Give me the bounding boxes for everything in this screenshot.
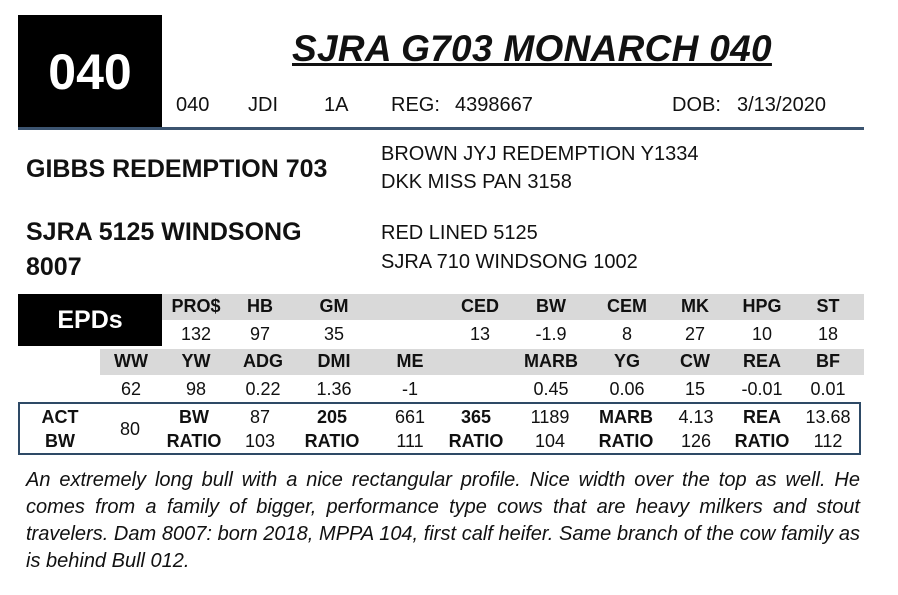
epd-value-adg: 0.22 [245, 379, 281, 399]
epd-value-me: -1 [401, 379, 418, 399]
epd-header-adg: ADG [243, 351, 283, 371]
epd-value-yg: 0.06 [609, 379, 645, 399]
actual-birth-weight: 80 [119, 419, 141, 439]
epd-value-pro: 132 [180, 324, 212, 344]
wt365-ratio-value: 104 [534, 431, 566, 451]
wt205-ratio-label-line1: 205 [316, 407, 348, 427]
wt365-ratio-label-line2: RATIO [448, 431, 504, 451]
epd-value-cem: 8 [621, 324, 632, 344]
epd-header-rea: REA [742, 351, 781, 371]
marb-ratio-label-line2: RATIO [598, 431, 654, 451]
epd-value-gm: 35 [323, 324, 345, 344]
rea-ratio-value: 112 [813, 431, 843, 451]
grade-code: 1A [324, 94, 349, 116]
epd-header-st: ST [816, 296, 840, 316]
epd-header-yw: YW [181, 351, 211, 371]
wt205-value: 661 [394, 407, 426, 427]
bw-value: 87 [249, 407, 271, 427]
epd-header-bf: BF [816, 351, 840, 371]
bw-ratio-label-line2: RATIO [166, 431, 222, 451]
epd-value-bf: 0.01 [810, 379, 846, 399]
epd-header-cw: CW [680, 351, 710, 371]
dam-name-line1: SJRA 5125 WINDSONG [26, 218, 302, 246]
epd-header-ww: WW [114, 351, 148, 371]
epd-header-bw: BW [536, 296, 566, 316]
epd-header-pro: PRO$ [171, 296, 221, 316]
sire-sire-name: BROWN JYJ REDEMPTION Y1334 [381, 143, 699, 165]
epd-header-hb: HB [247, 296, 273, 316]
epd-value-marb: 0.45 [533, 379, 569, 399]
lot-number-badge: 040 [18, 15, 162, 128]
act-label-line1: ACT [41, 407, 79, 427]
epd-value-rea: -0.01 [741, 379, 783, 399]
wt205-ratio-label-line2: RATIO [304, 431, 360, 451]
animal-name-title: SJRA G703 MONARCH 040 [292, 28, 772, 69]
epd-value-cw: 15 [684, 379, 706, 399]
epd-value-yw: 98 [185, 379, 207, 399]
wt365-value: 1189 [530, 407, 570, 427]
rea-ratio-label-line1: REA [742, 407, 781, 427]
epd-header-gm: GM [319, 296, 349, 316]
epd-value-st: 18 [817, 324, 839, 344]
sire-dam-name: DKK MISS PAN 3158 [381, 171, 572, 193]
dob-value: 3/13/2020 [737, 94, 826, 116]
wt365-ratio-label-line1: 365 [460, 407, 492, 427]
epd-value-mk: 27 [684, 324, 706, 344]
tag-number: 040 [176, 94, 210, 116]
rea-value: 13.68 [805, 407, 851, 427]
reg-label: REG: [391, 94, 440, 116]
act-label-line2: BW [45, 431, 75, 451]
epd-header-ced: CED [460, 296, 499, 316]
dam-name-line2: 8007 [26, 253, 82, 281]
dam-sire-name: RED LINED 5125 [381, 222, 538, 244]
epd-value-dmi: 1.36 [316, 379, 352, 399]
epd-value-ced: 13 [469, 324, 491, 344]
rea-ratio-label-line2: RATIO [734, 431, 790, 451]
marb-ratio-label-line1: MARB [599, 407, 653, 427]
reg-number: 4398667 [455, 94, 533, 116]
epd-header-dmi: DMI [317, 351, 351, 371]
epd-header-mk: MK [681, 296, 709, 316]
epd-header-cem: CEM [607, 296, 647, 316]
epd-header-marb: MARB [524, 351, 578, 371]
epd-value-hpg: 10 [751, 324, 773, 344]
bull-description: An extremely long bull with a nice rectangular profile. Nice width over the top as well. He comes from a family of bigger, performance type cows that are heavy milkers and stout travelers. Dam 8007: born 2018, MPPA 104, first calf heifer. Same branch of the cow family as is behind Bull 012. [26, 469, 860, 572]
breeder-code: JDI [248, 94, 278, 116]
epd-header-hpg: HPG [742, 296, 782, 316]
epd-value-ww: 62 [120, 379, 142, 399]
epd-header-me: ME [396, 351, 424, 371]
bw-ratio-label-line1: BW [179, 407, 209, 427]
wt205-ratio-value: 111 [396, 431, 424, 451]
sire-name: GIBBS REDEMPTION 703 [26, 155, 328, 183]
dam-dam-name: SJRA 710 WINDSONG 1002 [381, 251, 638, 273]
marb-value: 4.13 [678, 407, 714, 427]
dob-label: DOB: [672, 94, 721, 116]
epd-header-yg: YG [613, 351, 640, 371]
marb-ratio-value: 126 [680, 431, 712, 451]
bw-ratio-value: 103 [244, 431, 276, 451]
header-divider [18, 127, 864, 130]
epd-value-bw: -1.9 [535, 324, 567, 344]
epd-value-hb: 97 [249, 324, 271, 344]
epds-label-badge: EPDs [18, 294, 162, 346]
